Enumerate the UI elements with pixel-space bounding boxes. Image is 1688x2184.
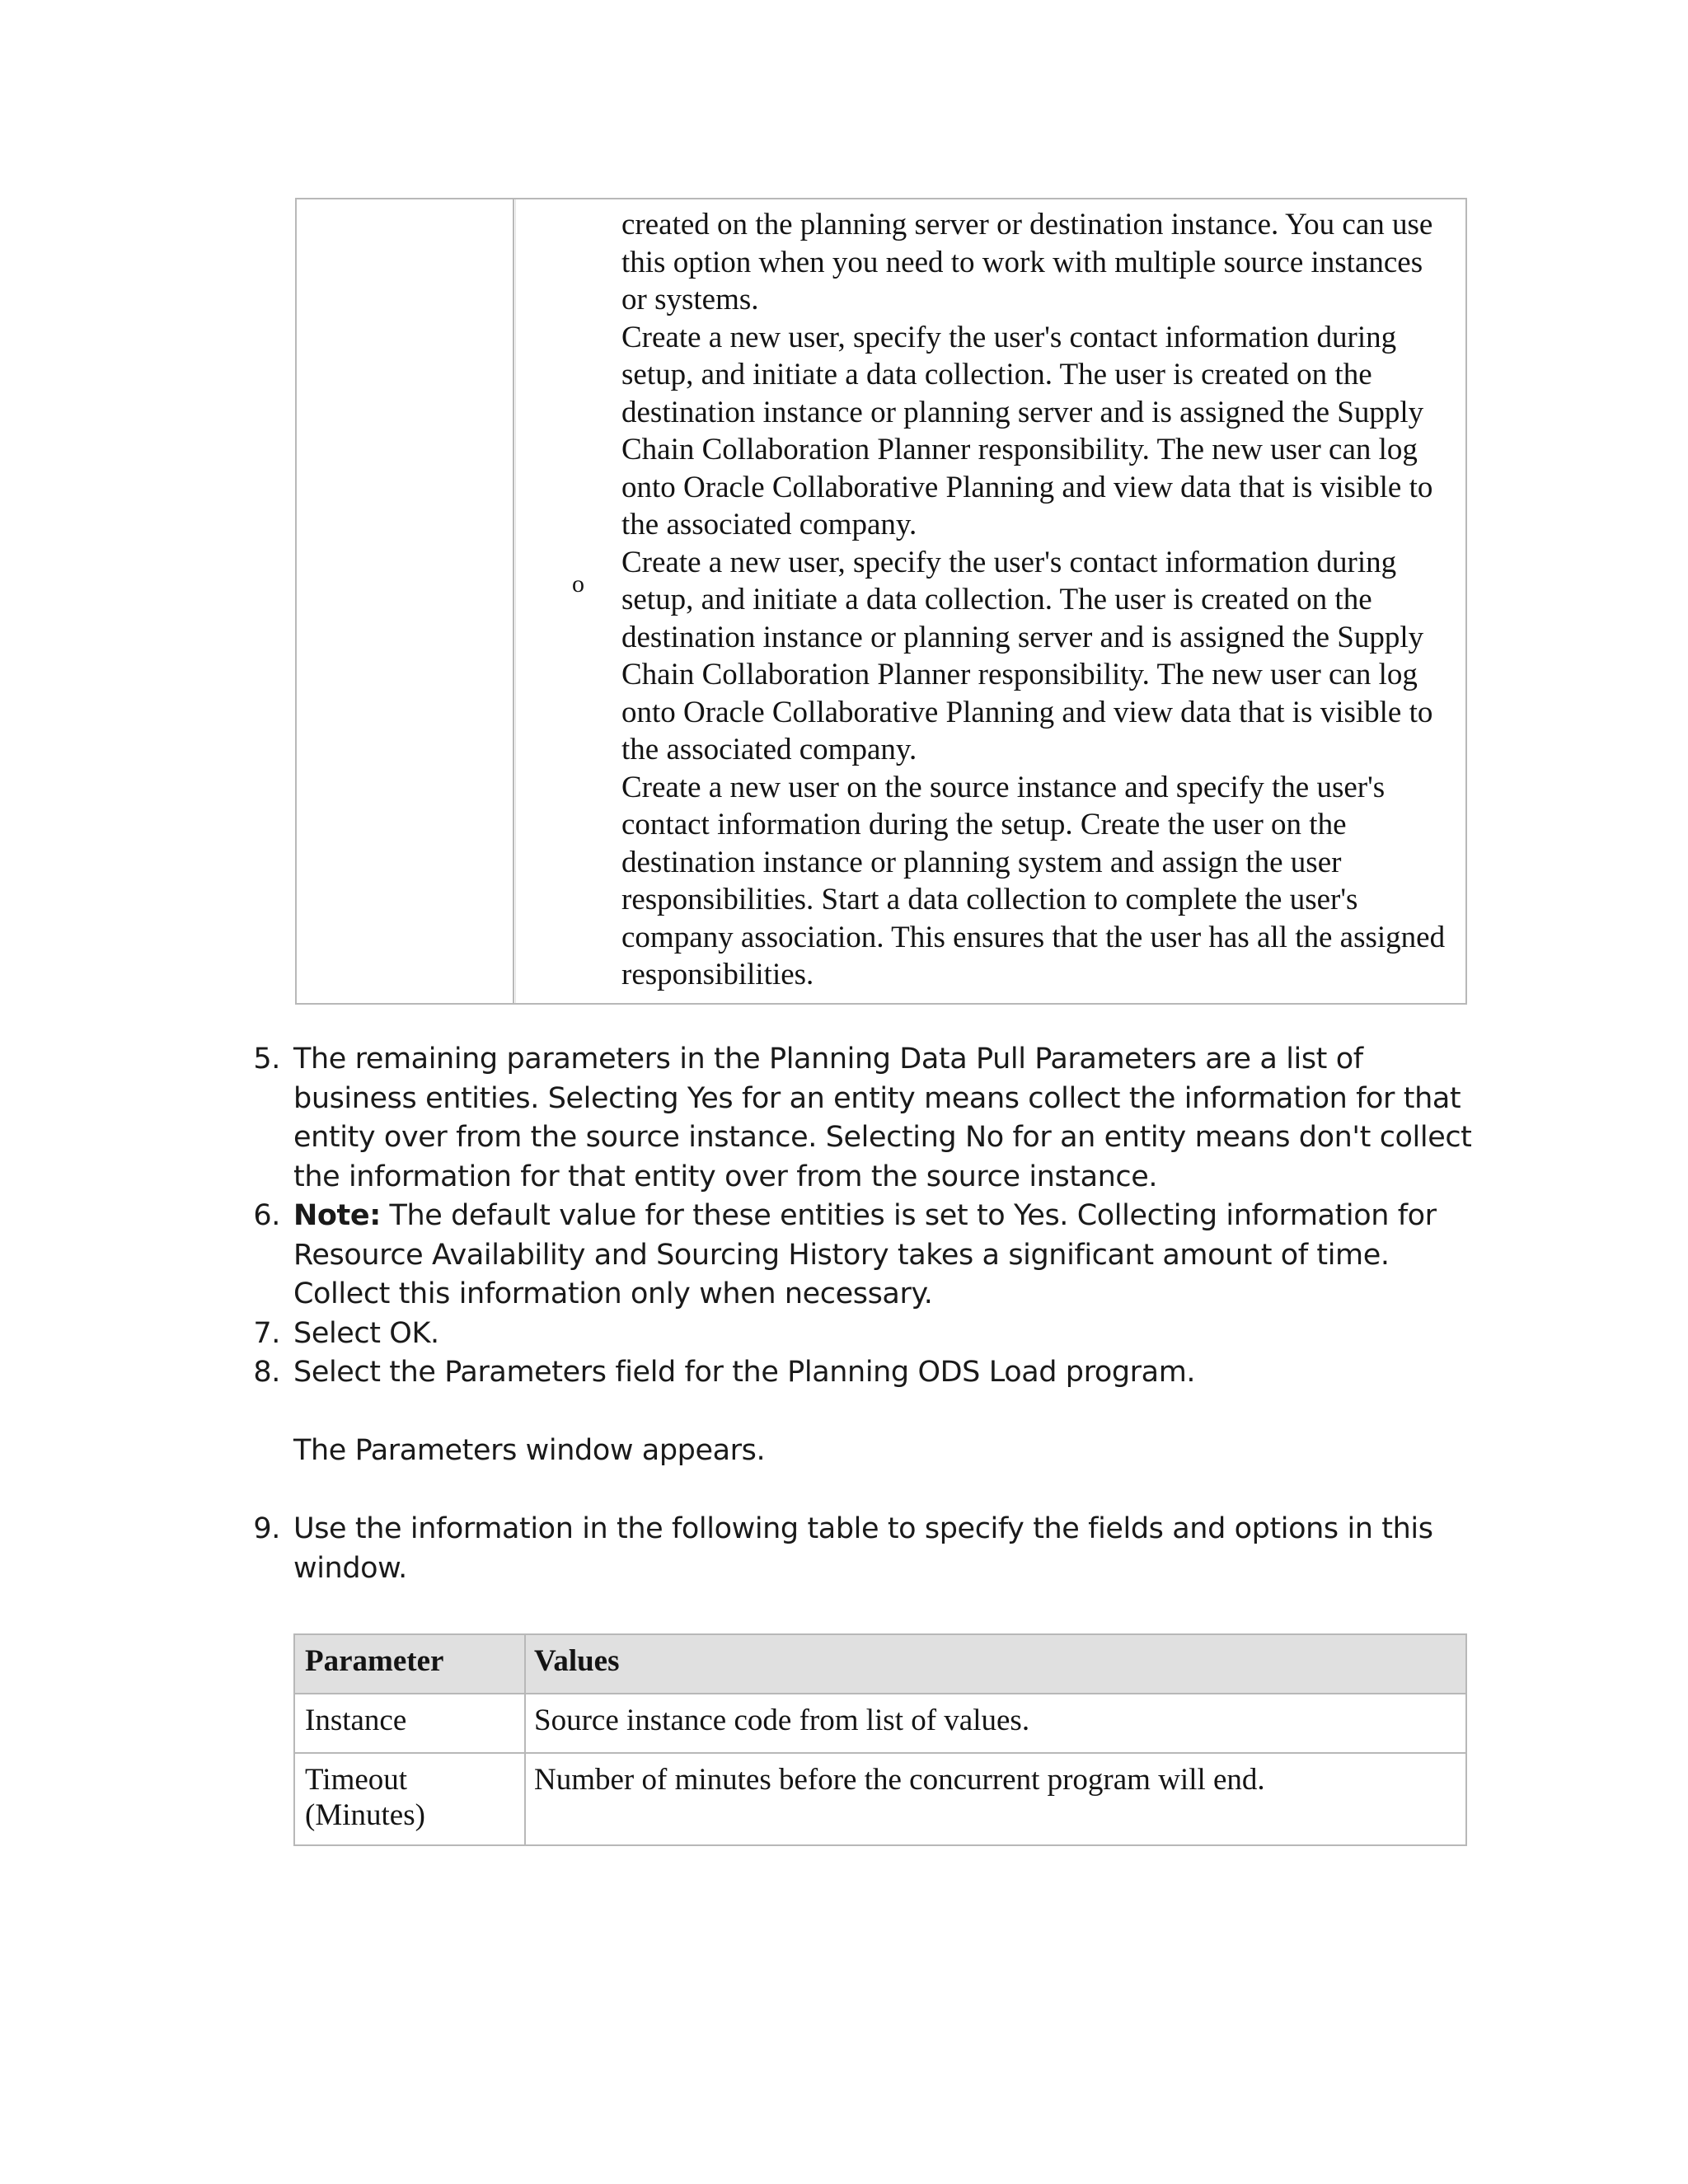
- cell-parameter: Instance: [305, 1704, 407, 1737]
- header-parameter: Parameter: [305, 1644, 444, 1678]
- step-number: 9.: [253, 1512, 280, 1545]
- step-text: Select the Parameters field for the Planning ODS Load program.: [293, 1356, 1196, 1389]
- step-text: Select OK.: [293, 1316, 439, 1350]
- table-column-divider-shadow: [515, 199, 516, 1003]
- step-8: [239, 1353, 1475, 1510]
- note-text: The default value for these entities is set to Yes. Collecting information for Resource Availability and Sourcing History takes a significant amount of time. Collect this information only when necessary.: [293, 1199, 1437, 1310]
- description-paragraph: Create a new user on the source instance and specify the user's contact information during the setup. Create the user on the destination instance or planning system and assign the user responsibilities. Start a data collection to complete the user's company association. This ensures that the user has all the assigned responsibilities.: [621, 770, 1446, 991]
- header-values: Values: [534, 1644, 620, 1678]
- step-number: 6.: [253, 1199, 280, 1232]
- step-text: The remaining parameters in the Planning Data Pull Parameters are a list of business entities. Selecting Yes for an entity means collect the information for that entity over from the source instance. Selecting No for an entity means don't collect the information for that entity over from the source instance.: [293, 1043, 1472, 1193]
- step-subtext: The Parameters window appears.: [293, 1434, 766, 1467]
- cell-parameter: Timeout (Minutes): [305, 1763, 425, 1832]
- step-text: [293, 1197, 1475, 1315]
- note-label: Note:: [293, 1199, 381, 1232]
- step-number: 8.: [253, 1356, 280, 1389]
- step-number: 5.: [253, 1043, 280, 1076]
- step-text: Use the information in the following table to specify the fields and options in this window.: [293, 1512, 1433, 1585]
- table-row: [295, 1694, 1465, 1754]
- step-7: [239, 1315, 1475, 1354]
- continuation-table: [295, 198, 1467, 1005]
- table-row: [295, 1754, 1465, 1844]
- description-paragraph: Create a new user, specify the user's contact information during setup, and initiate a data collection. The user is created on the destination instance or planning server and is assigned the Supply Chain Collaboration Planner responsibility. The new user can log onto Oracle Collaborative Planning and view data that is visible to the associated company.: [621, 320, 1433, 541]
- table-column-divider: [524, 1635, 526, 1844]
- description-paragraph: Create a new user, specify the user's contact information during setup, and initiate a data collection. The user is created on the destination instance or planning server and is assigned the Supply Chain Collaboration Planner responsibility. The new user can log onto Oracle Collaborative Planning and view data that is visible to the associated company.: [621, 545, 1433, 766]
- cell-value: Source instance code from list of values.: [534, 1704, 1030, 1737]
- description-paragraph: created on the planning server or destination instance. You can use this option when you need to work with multiple source instances or systems.: [621, 208, 1433, 316]
- step-5: [239, 1040, 1475, 1197]
- table-column-divider: [513, 199, 514, 1003]
- bullet-marker: o: [572, 570, 584, 598]
- step-6: [239, 1197, 1475, 1315]
- cell-value: Number of minutes before the concurrent program will end.: [534, 1763, 1265, 1797]
- table-description-cell: [621, 206, 1454, 994]
- parameters-table: [293, 1633, 1467, 1846]
- step-number: 7.: [253, 1316, 280, 1350]
- paragraph-gap: [293, 1471, 1475, 1511]
- table-header-row: [295, 1635, 1465, 1694]
- paragraph-gap: [293, 1393, 1475, 1432]
- step-9: [239, 1510, 1475, 1588]
- numbered-steps-list: [239, 1040, 1475, 1588]
